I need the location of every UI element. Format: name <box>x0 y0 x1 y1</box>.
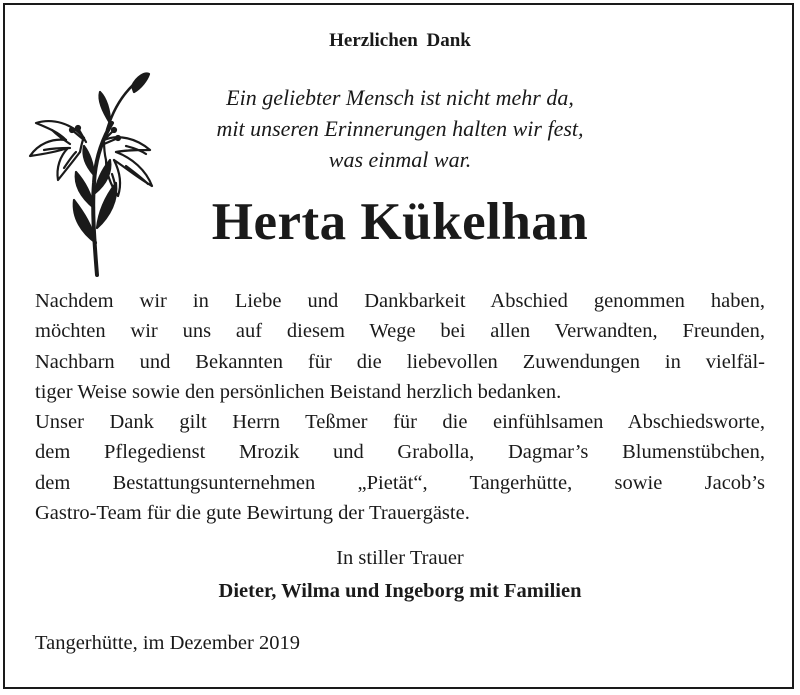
lily-flower-icon <box>22 68 172 278</box>
body-line: dem Bestattungsunternehmen „Pietät“, Tangerhütte, sowie Jacob’s <box>35 471 765 494</box>
signature-names: Dieter, Wilma und Ingeborg mit Familien <box>218 580 582 602</box>
body-line: möchten wir uns auf diesem Wege bei allen Verwandten, Freunden, <box>35 320 765 343</box>
verse-line: mit unseren Erinnerungen halten wir fest, <box>216 116 584 141</box>
thank-you-text <box>35 286 765 528</box>
place-date: Tangerhütte, im Dezember 2019 <box>35 632 300 654</box>
body-line: Nachbarn und Bekannten für die liebevollen Zuwendungen in vielfäl- <box>35 350 765 373</box>
body-line: Unser Dank gilt Herrn Teßmer für die einfühlsamen Abschiedsworte, <box>35 411 765 434</box>
body-line: Nachdem wir in Liebe und Dankbarkeit Abschied genommen haben, <box>35 290 765 312</box>
signature-intro: In stiller Trauer <box>336 547 464 569</box>
body-line: Gastro-Team für die gute Bewirtung der Trauergäste. <box>35 502 470 525</box>
memorial-verse <box>165 82 635 175</box>
notice-heading: Herzlichen Dank <box>329 30 471 51</box>
deceased-name: Herta Kükelhan <box>211 193 589 251</box>
body-line: dem Pflegedienst Mrozik und Grabolla, Dagmar’s Blumenstübchen, <box>35 441 765 464</box>
verse-line: was einmal war. <box>328 147 472 172</box>
verse-line: Ein geliebter Mensch ist nicht mehr da, <box>226 85 574 110</box>
body-line: tiger Weise sowie den persönlichen Beistand herzlich bedanken. <box>35 380 562 403</box>
